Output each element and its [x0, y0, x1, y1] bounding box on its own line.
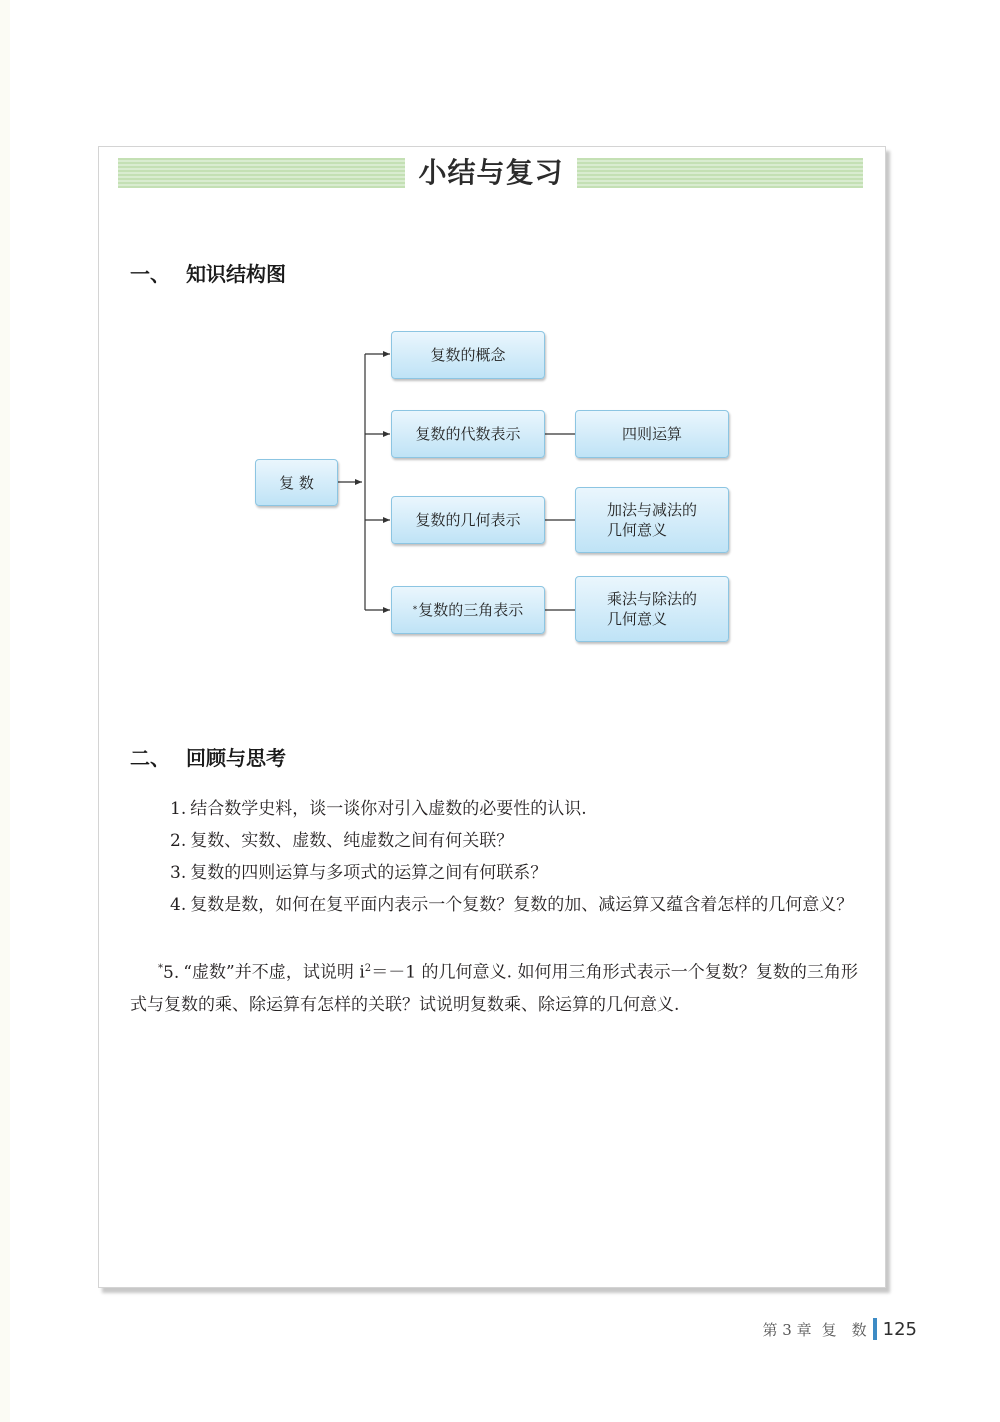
node-mul-div-geometry — [575, 576, 729, 642]
footer-divider-bar — [873, 1318, 877, 1340]
question-number: 1. — [170, 799, 187, 819]
optional-star: * — [412, 605, 418, 615]
question-3 — [130, 857, 858, 889]
section-title: 回顾与思考 — [186, 746, 286, 770]
node-label: 复 数 — [279, 473, 314, 492]
question-text: 结合数学史料，谈一谈你对引入虚数的必要性的认识. — [190, 799, 587, 819]
section-number: 二、 — [130, 746, 170, 770]
question-number: 2. — [170, 831, 187, 851]
node-geometric-representation — [391, 496, 545, 544]
question-text: 复数是数，如何在复平面内表示一个复数？复数的加、减运算又蕴含着怎样的几何意义？ — [190, 895, 854, 915]
question-number: 3. — [170, 863, 187, 883]
node-label-line1: 加法与减法的 — [606, 501, 697, 519]
optional-star: * — [158, 963, 163, 974]
node-trig-representation — [391, 586, 545, 634]
chapter-title: 复 数 — [821, 1320, 867, 1339]
node-label-line2: 几何意义 — [606, 610, 667, 628]
node-complex-number — [255, 459, 338, 506]
question-number: 5. — [163, 962, 180, 983]
page-title: 小结与复习 — [405, 152, 577, 194]
node-label-line1: 乘法与除法的 — [606, 590, 697, 608]
chapter-number: 第 3 章 — [762, 1320, 812, 1339]
question-text: 复数、实数、虚数、纯虚数之间有何关联？ — [190, 831, 514, 851]
node-label: 复数的几何表示 — [415, 511, 521, 529]
section-heading-review — [130, 742, 286, 771]
question-4 — [130, 889, 858, 921]
exponent: 2 — [364, 963, 372, 974]
question-number: 4. — [170, 895, 187, 915]
node-algebraic-representation — [391, 410, 545, 458]
question-text: 复数的四则运算与多项式的运算之间有何联系？ — [190, 863, 548, 883]
page-number: 125 — [882, 1318, 917, 1340]
page-footer — [763, 1318, 917, 1340]
node-four-operations — [575, 410, 729, 458]
node-label: 复数的代数表示 — [415, 425, 521, 443]
node-label: 复数的三角表示 — [418, 601, 524, 619]
node-add-sub-geometry — [575, 487, 729, 553]
question-text-a: “虚数”并不虚，试说明 i — [183, 962, 365, 983]
section-number: 一、 — [130, 262, 170, 286]
node-label: 四则运算 — [621, 425, 682, 443]
question-text-b: ＝－1 的几何意义. 如何用三角形式表示一个复数？复数的三角形式与复数的乘、除运算有怎样的关联？试说明复数乘、除运算的几何意义. — [130, 962, 858, 1015]
question-2 — [130, 825, 858, 857]
section-title: 知识结构图 — [186, 262, 286, 286]
node-label-line2: 几何意义 — [606, 521, 667, 539]
node-label: 复数的概念 — [430, 346, 506, 364]
question-5 — [130, 953, 858, 1021]
question-1 — [130, 793, 858, 825]
node-concept — [391, 331, 545, 379]
